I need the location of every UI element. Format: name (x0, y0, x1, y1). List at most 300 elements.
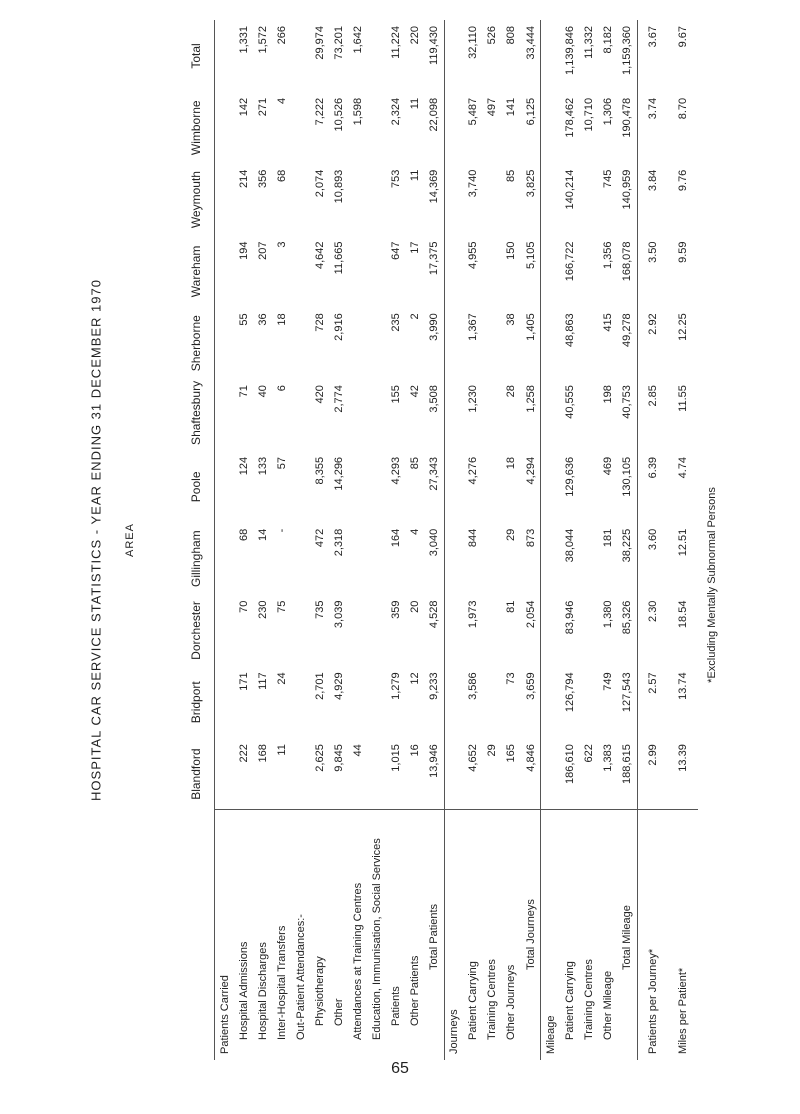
empty-cell (444, 379, 464, 451)
table-row (424, 20, 444, 1060)
value-cell: 40,753 (621, 385, 634, 419)
value-cell: 140,214 (563, 169, 576, 210)
value-cell (291, 666, 310, 738)
header-label-cell (178, 810, 215, 1060)
value-cell: 13,946 (427, 744, 440, 778)
empty-cell (215, 236, 235, 308)
empty-cell (215, 738, 235, 810)
value-cell: 469 (601, 456, 614, 476)
value-cell: 13.39 (677, 744, 689, 772)
empty-cell (541, 666, 561, 738)
value-cell (579, 307, 598, 379)
value-cell: 749 (601, 672, 614, 691)
value-cell: 1,383 (601, 744, 614, 772)
value-cell: 1,356 (601, 241, 614, 270)
empty-cell (444, 666, 464, 738)
value-cell: 5,487 (467, 97, 480, 126)
value-cell: 359 (389, 600, 402, 619)
value-cell: 18 (275, 313, 288, 326)
value-cell: 2.99 (638, 738, 669, 810)
value-cell: 10,893 (332, 169, 345, 204)
value-cell: 497 (486, 97, 499, 117)
table-row (560, 20, 579, 1060)
column-header: Total (178, 20, 215, 92)
value-cell: 3,659 (524, 672, 537, 700)
value-cell: 3,586 (467, 672, 480, 700)
value-cell: 4,642 (313, 241, 326, 270)
value-cell (367, 451, 386, 523)
empty-cell (541, 307, 561, 379)
value-cell: 1,230 (467, 385, 480, 413)
value-cell: 1,367 (467, 313, 480, 341)
value-cell: 1,258 (524, 385, 537, 413)
empty-cell (541, 92, 561, 164)
value-cell: 2,701 (313, 672, 326, 700)
table-row (329, 20, 348, 1060)
row-label: Training Centres (483, 810, 502, 1060)
value-cell: 83,946 (563, 600, 576, 635)
value-cell: 178,462 (563, 97, 576, 138)
value-cell: 194 (237, 241, 250, 260)
value-cell: 10,526 (332, 97, 345, 132)
value-cell: 150 (505, 241, 518, 260)
value-cell: 127,543 (621, 672, 634, 713)
value-cell: 4,846 (524, 744, 537, 772)
value-cell: 4,652 (467, 744, 480, 772)
empty-cell (444, 738, 464, 810)
value-cell: 38 (505, 313, 518, 326)
section-heading-row (541, 20, 561, 1060)
value-cell: 6,125 (524, 97, 537, 126)
row-label: Patient Carrying (560, 810, 579, 1060)
value-cell: 73 (505, 672, 518, 685)
value-cell: 1,306 (601, 97, 614, 126)
empty-cell (444, 164, 464, 236)
value-cell: 155 (389, 385, 402, 404)
empty-cell (215, 666, 235, 738)
empty-cell (444, 20, 464, 92)
value-cell: 2.92 (638, 307, 669, 379)
empty-cell (444, 523, 464, 595)
empty-cell (541, 451, 561, 523)
value-cell: 32,110 (467, 26, 480, 59)
value-cell (291, 379, 310, 451)
value-cell: 2,054 (524, 600, 537, 629)
value-cell: 2.30 (638, 595, 669, 667)
value-cell (291, 164, 310, 236)
column-header: Sherborne (178, 307, 215, 379)
value-cell: 141 (505, 97, 518, 117)
table-row (272, 20, 291, 1060)
value-cell (483, 523, 502, 595)
row-label: Education, Immunisation, Social Services (367, 810, 386, 1060)
value-cell: 14,369 (427, 169, 440, 204)
value-cell: 130,105 (621, 456, 634, 497)
value-cell (483, 379, 502, 451)
value-cell: 3.67 (638, 20, 669, 92)
value-cell: 1,015 (389, 744, 402, 772)
value-cell: 1,380 (601, 600, 614, 629)
value-cell (579, 451, 598, 523)
value-cell (483, 236, 502, 308)
empty-cell (215, 523, 235, 595)
row-label: Training Centres (579, 810, 598, 1060)
table-row (598, 20, 617, 1060)
value-cell: 14 (256, 528, 269, 541)
value-cell: 4 (408, 528, 421, 535)
value-cell: 17 (408, 241, 421, 254)
value-cell (579, 236, 598, 308)
value-cell: 13.74 (677, 672, 689, 700)
value-cell (291, 451, 310, 523)
value-cell: 4.74 (677, 456, 689, 479)
row-label: Hospital Admissions (234, 810, 253, 1060)
table-row (668, 20, 698, 1060)
row-label: Hospital Discharges (253, 810, 272, 1060)
empty-cell (444, 92, 464, 164)
value-cell: 3,508 (427, 385, 440, 413)
value-cell: 2,318 (332, 528, 345, 557)
value-cell: 142 (237, 97, 250, 117)
value-cell: 10,710 (582, 97, 595, 132)
section-heading: Journeys (444, 810, 464, 1060)
value-cell: 126,794 (563, 672, 576, 713)
value-cell: 29 (486, 744, 499, 757)
table-row (502, 20, 521, 1060)
table-row (234, 20, 253, 1060)
value-cell: 27,343 (427, 456, 440, 491)
value-cell (483, 164, 502, 236)
section-heading: Mileage (541, 810, 561, 1060)
table-row (348, 20, 367, 1060)
value-cell: 57 (275, 456, 288, 470)
row-label: Out-Patient Attendances:- (291, 810, 310, 1060)
value-cell: 75 (275, 600, 288, 613)
value-cell: 4 (275, 97, 288, 104)
empty-cell (215, 307, 235, 379)
empty-cell (215, 20, 235, 92)
row-label: Miles per Patient* (668, 810, 698, 1060)
row-label: Total Patients (424, 810, 444, 1060)
value-cell (348, 523, 367, 595)
column-header: Wimborne (178, 92, 215, 164)
value-cell: 188,615 (621, 744, 634, 784)
statistics-table-wrapper (178, 20, 698, 1060)
row-label: Patients per Journey* (638, 810, 669, 1060)
value-cell (291, 92, 310, 164)
value-cell: 18.54 (677, 600, 689, 629)
value-cell: 81 (505, 600, 518, 613)
value-cell: 2 (408, 313, 421, 320)
value-cell: 214 (237, 169, 250, 189)
value-cell: 29,974 (313, 26, 326, 60)
empty-cell (541, 20, 561, 92)
row-label: Other Mileage (598, 810, 617, 1060)
value-cell (367, 738, 386, 810)
value-cell: 207 (256, 241, 269, 260)
value-cell (348, 164, 367, 236)
value-cell: 9,845 (332, 744, 345, 772)
row-label: Patients (386, 810, 405, 1060)
value-cell: 7,222 (313, 97, 326, 126)
value-cell: 1,642 (351, 26, 364, 54)
value-cell: 808 (505, 26, 518, 45)
value-cell: 198 (601, 385, 614, 404)
section-heading-row (215, 20, 235, 1060)
value-cell: 2.57 (638, 666, 669, 738)
column-header: Wareham (178, 236, 215, 308)
row-label: Attendances at Training Centres (348, 810, 367, 1060)
value-cell: 3.84 (638, 164, 669, 236)
value-cell: 2,625 (313, 744, 326, 772)
value-cell: 40 (256, 385, 269, 398)
value-cell: 20 (408, 600, 421, 613)
value-cell: 3,990 (427, 313, 440, 341)
value-cell (348, 666, 367, 738)
value-cell: 11 (408, 169, 421, 182)
value-cell: 11.55 (677, 385, 689, 412)
row-label: Other Journeys (502, 810, 521, 1060)
value-cell (483, 595, 502, 667)
value-cell: 12 (408, 672, 421, 685)
value-cell (367, 523, 386, 595)
value-cell: 4,294 (524, 456, 537, 485)
value-cell: 190,478 (621, 97, 634, 138)
value-cell: 165 (505, 744, 518, 763)
value-cell: 71 (237, 385, 250, 398)
table-row (386, 20, 405, 1060)
value-cell: 18 (505, 456, 518, 470)
empty-cell (541, 236, 561, 308)
statistics-table (178, 20, 698, 1060)
table-row (291, 20, 310, 1060)
row-label: Physiotherapy (310, 810, 329, 1060)
value-cell (291, 20, 310, 92)
value-cell (348, 379, 367, 451)
section-heading-row (444, 20, 464, 1060)
empty-cell (541, 523, 561, 595)
value-cell: 11,332 (582, 26, 595, 59)
column-header: Gillingham (178, 523, 215, 595)
value-cell: 11,224 (389, 26, 402, 59)
value-cell (579, 523, 598, 595)
value-cell: 164 (389, 528, 402, 548)
value-cell: 3 (275, 241, 288, 248)
empty-cell (215, 92, 235, 164)
value-cell: 2,074 (313, 169, 326, 198)
value-cell: 133 (256, 456, 269, 476)
table-row (253, 20, 272, 1060)
empty-cell (444, 595, 464, 667)
value-cell: 230 (256, 600, 269, 619)
value-cell: 647 (389, 241, 402, 260)
value-cell: 24 (275, 672, 288, 685)
empty-cell (444, 307, 464, 379)
value-cell: 3.74 (638, 92, 669, 164)
value-cell: 1,331 (237, 26, 250, 54)
column-header: Dorchester (178, 595, 215, 667)
value-cell (291, 595, 310, 667)
empty-cell (215, 595, 235, 667)
value-cell: 2,916 (332, 313, 345, 341)
value-cell: 3,740 (467, 169, 480, 198)
table-row (405, 20, 424, 1060)
table-row (617, 20, 637, 1060)
value-cell: 181 (601, 528, 614, 548)
value-cell: 28 (505, 385, 518, 398)
value-cell: 38,225 (621, 528, 634, 563)
value-cell: 6.39 (638, 451, 669, 523)
value-cell: 40,555 (563, 385, 576, 419)
value-cell: 129,636 (563, 456, 576, 497)
value-cell: 8,355 (313, 456, 326, 485)
value-cell (367, 307, 386, 379)
value-cell: 168 (256, 744, 269, 763)
value-cell: 171 (237, 672, 250, 691)
column-header: Weymouth (178, 164, 215, 236)
value-cell: 753 (389, 169, 402, 189)
value-cell: 85 (408, 456, 421, 470)
value-cell: 38,044 (563, 528, 576, 563)
table-body (215, 20, 699, 1060)
table-row (638, 20, 669, 1060)
value-cell (367, 20, 386, 92)
value-cell: 4,929 (332, 672, 345, 700)
value-cell: 9.59 (677, 241, 689, 263)
empty-cell (215, 451, 235, 523)
value-cell: 735 (313, 600, 326, 619)
header-row (178, 20, 215, 1060)
table-row (464, 20, 483, 1060)
value-cell: 356 (256, 169, 269, 189)
value-cell: 526 (486, 26, 499, 45)
empty-cell (215, 164, 235, 236)
column-header: Poole (178, 451, 215, 523)
value-cell: 119,430 (427, 26, 440, 65)
value-cell: 14,296 (332, 456, 345, 491)
page-number: 65 (391, 1060, 409, 1077)
value-cell: 1,279 (389, 672, 402, 700)
value-cell: 3.50 (638, 236, 669, 308)
value-cell: 166,722 (563, 241, 576, 282)
table-row (579, 20, 598, 1060)
column-header: Bridport (178, 666, 215, 738)
value-cell: 17,375 (427, 241, 440, 276)
value-cell: 3,039 (332, 600, 345, 629)
value-cell (291, 523, 310, 595)
value-cell: 55 (237, 313, 250, 326)
row-label: Total Journeys (521, 810, 541, 1060)
value-cell: 33,444 (524, 26, 537, 60)
table-row (521, 20, 541, 1060)
table-row (367, 20, 386, 1060)
value-cell: 3.60 (638, 523, 669, 595)
value-cell: 22,098 (427, 97, 440, 132)
value-cell: 873 (524, 528, 537, 548)
value-cell: 9,233 (427, 672, 440, 700)
table-row (310, 20, 329, 1060)
value-cell (367, 92, 386, 164)
column-header: Blandford (178, 738, 215, 810)
value-cell: 11,665 (332, 241, 345, 275)
empty-cell (541, 164, 561, 236)
value-cell: 1,973 (467, 600, 480, 629)
value-cell: 472 (313, 528, 326, 548)
value-cell: 3,825 (524, 169, 537, 198)
value-cell: 9.76 (677, 169, 689, 192)
row-label: Total Mileage (617, 810, 637, 1060)
value-cell: 728 (313, 313, 326, 332)
value-cell: 9.67 (677, 26, 689, 48)
table-row (483, 20, 502, 1060)
value-cell: 220 (408, 26, 421, 45)
value-cell (579, 379, 598, 451)
value-cell (483, 307, 502, 379)
area-heading: AREA (124, 523, 136, 557)
value-cell: 1,572 (256, 26, 269, 54)
value-cell: 29 (505, 528, 518, 541)
value-cell: 1,139,846 (563, 26, 576, 75)
value-cell: 12.25 (677, 313, 689, 341)
value-cell (348, 451, 367, 523)
value-cell: 70 (237, 600, 250, 613)
value-cell (483, 666, 502, 738)
value-cell (367, 164, 386, 236)
value-cell: 4,276 (467, 456, 480, 485)
footnote: *Excluding Mentally Subnormal Persons (706, 487, 718, 683)
value-cell: 16 (408, 744, 421, 757)
value-cell (348, 307, 367, 379)
value-cell: 1,159,360 (621, 26, 634, 75)
value-cell (367, 666, 386, 738)
value-cell: 8.70 (677, 97, 689, 120)
value-cell (348, 595, 367, 667)
rotated-table (178, 20, 698, 1060)
value-cell (579, 164, 598, 236)
value-cell: 5,105 (524, 241, 537, 270)
value-cell: - (275, 528, 288, 533)
value-cell: 36 (256, 313, 269, 326)
empty-cell (215, 379, 235, 451)
value-cell: 68 (237, 528, 250, 541)
value-cell: 6 (275, 385, 288, 392)
value-cell: 622 (582, 744, 595, 763)
empty-cell (444, 451, 464, 523)
value-cell: 271 (256, 97, 269, 117)
value-cell (291, 307, 310, 379)
value-cell: 44 (351, 744, 364, 757)
value-cell: 12.51 (677, 528, 689, 557)
value-cell: 745 (601, 169, 614, 189)
value-cell: 11 (275, 744, 288, 756)
value-cell: 48,863 (563, 313, 576, 347)
value-cell: 1,405 (524, 313, 537, 341)
empty-cell (444, 236, 464, 308)
empty-cell (541, 738, 561, 810)
value-cell: 2.85 (638, 379, 669, 451)
column-header: Shaftesbury (178, 379, 215, 451)
value-cell: 11 (408, 97, 421, 110)
value-cell (291, 236, 310, 308)
value-cell: 4,293 (389, 456, 402, 485)
row-label: Other Patients (405, 810, 424, 1060)
empty-cell (541, 379, 561, 451)
value-cell: 844 (467, 528, 480, 548)
value-cell (579, 595, 598, 667)
value-cell (291, 738, 310, 810)
value-cell: 85 (505, 169, 518, 182)
value-cell: 4,955 (467, 241, 480, 270)
